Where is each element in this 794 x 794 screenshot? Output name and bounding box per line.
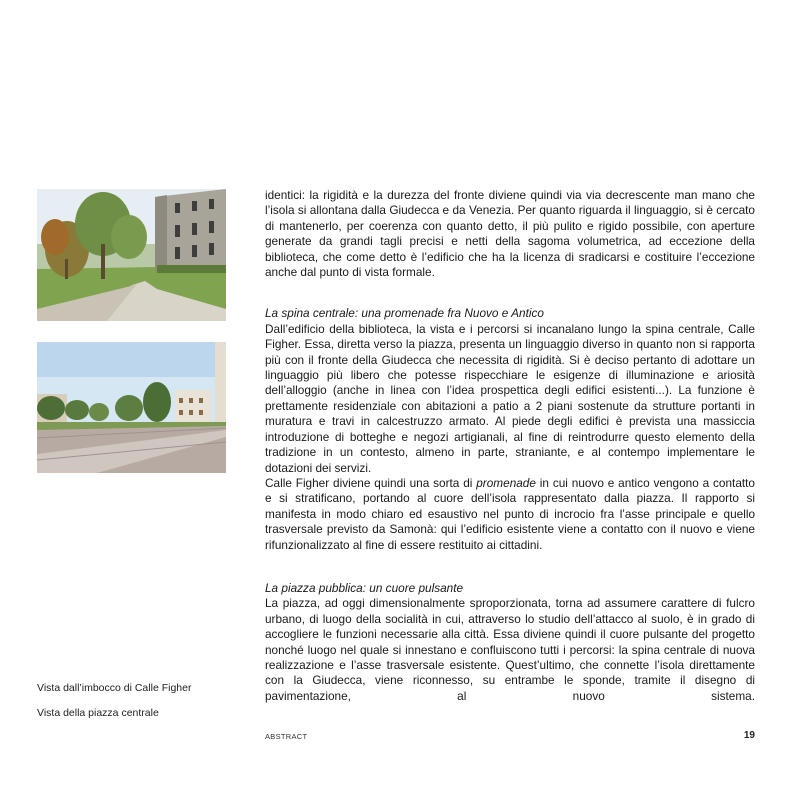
paragraph-spina-centrale: Dall’edificio della biblioteca, la vista e i percorsi si incanalano lungo la spina centrale, Calle Figher. Essa, diretta verso la piazza, presenta un linguaggio diverso in quanto non si rapporta più con il fronte della Giudecca che necessita di rigidità. Si è deciso pertanto di adottare un linguaggio più libero che potesse rispecchiare le esigenze di illuminazione e ariosità dell’alloggio (anche in linea con l’idea prospettica degli edifici esistenti...). La funzione è prettamente residenziale con abitazioni a patio a 2 piani sostenute da strutture portanti in muratura e travi in calcestruzzo armato. Al piede degli edifici è prevista una massiccia introduzione di botteghe e negozi artigianali, al fine di reintrodurre questo elemento della tradizione in un contesto, almeno in parte, straniante, e al contempo implementare le dotazioni dei servizi. xyxy=(265,321,755,475)
section-heading-piazza: La piazza pubblica: un cuore pulsante xyxy=(265,580,464,595)
body-text-column xyxy=(265,188,755,704)
caption-calle-figher: Vista dall’imbocco di Calle Figher xyxy=(37,682,192,694)
section-heading-spina-centrale: La spina centrale: una promenade fra Nuovo e Antico xyxy=(265,306,544,321)
caption-piazza-centrale: Vista della piazza centrale xyxy=(37,707,159,719)
photo-calle-figher xyxy=(37,189,226,321)
page-number: 19 xyxy=(743,730,755,741)
footer-label: ABSTRACT xyxy=(265,732,308,741)
paragraph-piazza: La piazza, ad oggi dimensionalmente sproporzionata, torna ad assumere carattere di fulcro urbano, di luogo della socialità in cui, attraverso lo studio dell’attacco al suolo, è in grado di accogliere le funzioni necessarie alla città. Essa diviene quindi il cuore pulsante del progetto nonché luogo nel quale si innestano e confluiscono tutti i percorsi: la spina centrale di nuova realizzazione e l’asse trasversale esistente. Quest’ultimo, che connette l’isola direttamente con la Giudecca, viene riconnesso, su entrambe le sponde, tramite il disegno di pavimentazione, al nuovo sistema. xyxy=(265,596,755,703)
photo-piazza-centrale xyxy=(37,342,226,473)
paragraph-promenade xyxy=(265,476,755,553)
promenade-emphasis: promenade xyxy=(476,475,536,490)
paragraph-promenade-rest: in cui nuovo e antico vengono a contatto e si stratificano, portando al cuore dell’isola rappresentato dalla piazza. Il rapporto si manifesta in modo chiaro ed esaustivo nel punto di incrocio fra l’asse principale e quello trasversale previsto da Samonà: qui l’edificio esistente viene a contatto con il nuovo e viene rifunzionalizzato al fine di essere restituito ai cittadini. xyxy=(265,475,755,552)
paragraph-promenade-start: Calle Figher diviene quindi una sorta di xyxy=(265,475,477,490)
paragraph-intro: identici: la rigidità e la durezza del fronte diviene quindi via via decrescente man mano che l’isola si allontana dalla Giudecca e da Venezia. Per quanto riguarda il linguaggio, si è cercato di mantenerlo, per coerenza con quanto detto, il più pulito e rigido possibile, con aperture generate da grandi tagli precisi e netti della sagoma volumetrica, ad eccezione della biblioteca, che come detto è l’edificio che ha la licenza di sradicarsi e costituire l’eccezione anche dal punto di vista formale. xyxy=(265,188,755,280)
